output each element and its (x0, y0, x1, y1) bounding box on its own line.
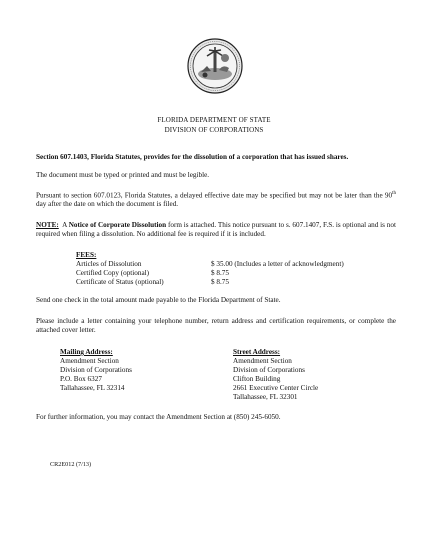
fees-section (76, 251, 396, 287)
form-code: CR2E012 (7/13) (50, 461, 92, 468)
fee-label: Certificate of Status (optional) (76, 278, 164, 286)
fee-label: Articles of Dissolution (76, 260, 142, 268)
address-line: Clifton Building (233, 375, 281, 383)
mailing-address-title: Mailing Address: (60, 348, 113, 356)
delayed-date-statement (36, 189, 396, 209)
address-line: Tallahassee, FL 32301 (233, 393, 298, 401)
delayed-date-superscript: th (392, 191, 396, 196)
address-line: 2661 Executive Center Circle (233, 384, 319, 392)
address-line: P.O. Box 6327 (60, 375, 102, 383)
fee-amount: $ 8.75 (211, 278, 229, 286)
intro-statement: Section 607.1403, Florida Statutes, provides for the dissolution of a corporation that has issued shares. (36, 153, 349, 161)
note-text-start: A (58, 221, 69, 229)
letter-instruction: Please include a letter containing your telephone number, return address and certification requirements, or complete the attached cover letter. (36, 317, 396, 334)
contact-info: For further information, you may contact the Amendment Section at (850) 245-6050. (36, 413, 281, 421)
note-form-name: Notice of Corporate Dissolution (68, 221, 167, 229)
department-title: FLORIDA DEPARTMENT OF STATE (157, 116, 271, 124)
street-address (233, 348, 318, 402)
fee-label: Certified Copy (optional) (76, 269, 150, 277)
delayed-date-text: Pursuant to section 607.0123, Florida Statutes, a delayed effective date may be specified but may not be later than the 90 (36, 191, 393, 200)
address-line: Tallahassee, FL 32314 (60, 384, 125, 392)
check-instruction: Send one check in the total amount made payable to the Florida Department of State. (36, 296, 281, 304)
fee-row (76, 269, 396, 278)
street-address-title: Street Address: (233, 348, 281, 356)
mailing-address (60, 348, 132, 393)
state-seal-icon (187, 38, 243, 94)
address-line: Amendment Section (233, 357, 292, 365)
division-title: DIVISION OF CORPORATIONS (164, 126, 264, 134)
address-line: Amendment Section (60, 357, 119, 365)
note-text-end: form is attached. This notice pursuant to s. 607.1407, F.S. is optional and is not required when filing a dissolution. No additional fee is required if it is included. (36, 221, 396, 238)
note-label: NOTE: (36, 221, 59, 229)
note-paragraph (36, 221, 396, 239)
fees-title: FEES: (76, 251, 97, 259)
address-line: Division of Corporations (60, 366, 132, 374)
address-line: Division of Corporations (233, 366, 305, 374)
fee-amount: $ 8.75 (211, 269, 229, 277)
delayed-date-text-end: day after the date on which the document is filed. (36, 200, 179, 209)
fee-row (76, 260, 396, 269)
fee-amount: $ 35.00 (Includes a letter of acknowledgment) (211, 260, 344, 268)
fee-row (76, 278, 396, 287)
legibility-statement: The document must be typed or printed and must be legible. (36, 171, 210, 179)
